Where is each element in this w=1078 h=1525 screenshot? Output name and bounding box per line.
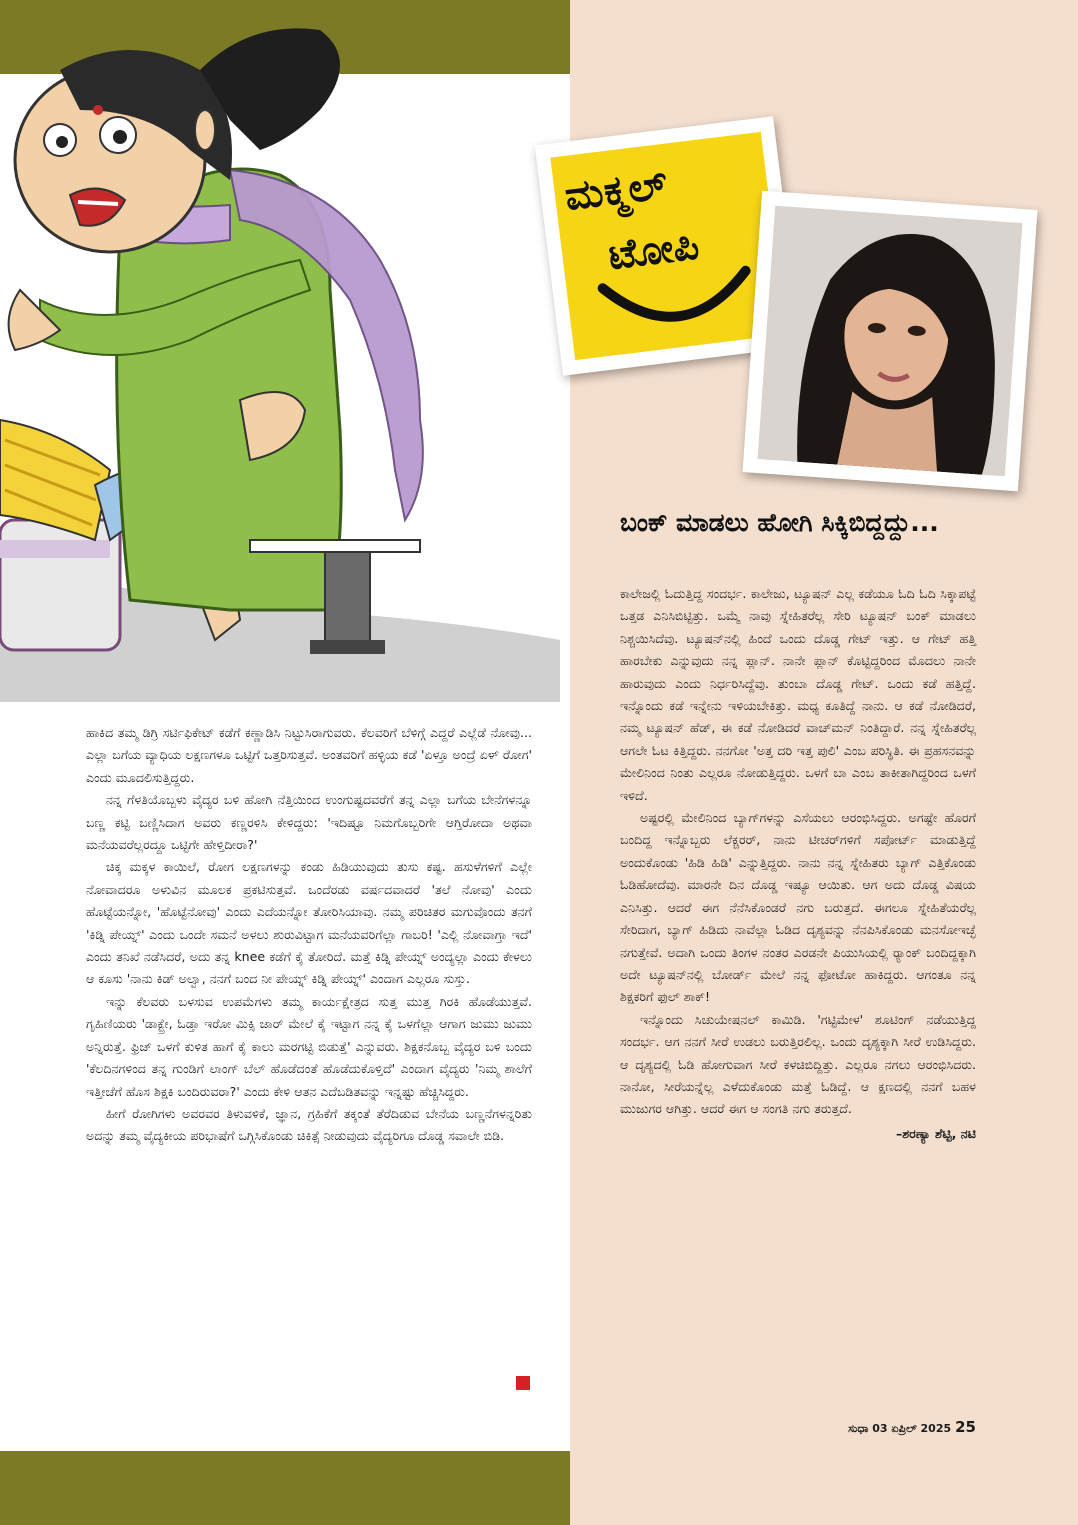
bottom-color-band xyxy=(0,1451,570,1525)
column-logo-line1: ಮಕ್ಮಲ್ xyxy=(562,161,671,220)
left-paragraph: ಹೀಗೆ ರೋಗಿಗಳು ಅವರವರ ತಿಳುವಳಿಕೆ, ಜ್ಞಾನ, ಗ್ರಹಿಕೆಗೆ ತಕ್ಕಂತೆ ತೆರೆದಿಡುವ ಬೇನೆಯ ಬಣ್ಣನೆಗಳನ್ನರಿತು ಅದನ್ನು ತಮ್ಮ ವೈದ್ಯಕೀಯ ಪರಿಭಾಷೆಗೆ ಒಗ್ಗಿಸಿಕೊಂಡು ಚಿಕಿತ್ಸೆ ನೀಡುವುದು ವೈದ್ಯರಿಗೂ ದೊಡ್ಡ ಸವಾಲೇ ಬಿಡಿ. xyxy=(86,1105,532,1144)
magazine-issue: ಸುಧಾ 03 ಏಪ್ರಿಲ್ 2025 xyxy=(848,1422,952,1435)
left-paragraph: ಇನ್ನು ಕೆಲವರು ಬಳಸುವ ಉಪಮೆಗಳು ತಮ್ಮ ಕಾರ್ಯಕ್ಷೇತ್ರದ ಸುತ್ತ ಮುತ್ತ ಗಿರಕಿ ಹೊಡೆಯುತ್ತವೆ. ಗೃಹಿಣಿಯರು 'ಡಾಕ್ಟ್ರೇ, ಓಡ್ತಾ ಇರೋ ಮಿಕ್ಸಿ ಜಾರ್ ಮೇಲೆ ಕೈ ಇಟ್ಟಾಗ ನನ್ನ ಕೈ ಒಳಗೆಲ್ಲಾ ಆಗಾಗ ಜುಮು ಜುಮು ಅನ್ನಿರುತ್ತೆ. ಫ್ರಿಜ್ ಒಳಗೆ ಕುಳಿತ ಹಾಗೆ ಕೈ ಕಾಲು ಮರಗಟ್ಟಿ ಬಿಡುತ್ತೆ' ಎನ್ನುವರು. ಶಿಕ್ಷಕನೊಬ್ಬ ವೈದ್ಯರ ಬಳಿ ಬಂದು 'ಕೆಲದಿನಗಳಿಂದ ತನ್ನ ಗುಂಡಿಗೆ ಲಾಂಗ್ ಬೆಲ್ ಹೊಡೆದಂತೆ ಹೊಡೆದುಕೊಳ್ತಿದೆ' ಎಂದಾಗ ವೈದ್ಯರು 'ನಿಮ್ಮ ಶಾಲೆಗೆ ಇತ್ತೀಚೆಗೆ ಹೊಸ ಶಿಕ್ಷಕಿ ಬಂದಿರುವರಾ?' ಎಂದು ಕೇಳಿ ಆತನ ಎದೆಬಡಿತವನ್ನು ಇನ್ನಷ್ಟು ಹೆಚ್ಚಿಸಿದ್ದರು. xyxy=(86,993,532,1099)
left-paragraph: ನನ್ನ ಗೆಳತಿಯೊಬ್ಬಳು ವೈದ್ಯರ ಬಳಿ ಹೋಗಿ ನೆತ್ತಿಯಿಂದ ಉಂಗುಷ್ಟದವರೆಗೆ ತನ್ನ ಎಲ್ಲಾ ಬಗೆಯ ಬೇನೆಗಳನ್ನೂ ಬಣ್ಣ ಕಟ್ಟಿ ಬಣ್ಣಿಸಿದಾಗ ಅವರು ಕಣ್ಣರಳಿಸಿ ಕೇಳಿದ್ದರು: 'ಇದಿಷ್ಟೂ ನಿಮಗೊಬ್ಬರಿಗೇ ಆಗ್ತಿರೋದಾ ಅಥವಾ ಮನೆಯವರೆಲ್ಲರದ್ದೂ ಒಟ್ಟಿಗೇ ಹೇಳ್ತಿದೀರಾ?' xyxy=(86,792,532,853)
page-number: 25 xyxy=(955,1418,976,1436)
cartoon-illustration xyxy=(0,0,570,702)
right-paragraph: ಅಷ್ಟರಲ್ಲಿ ಮೇಲಿನಿಂದ ಬ್ಯಾಗ್‌ಗಳನ್ನು ಎಸೆಯಲು ಆರಂಭಿಸಿದ್ದರು. ಅಗಷ್ಟೇ ಹೊರಗೆ ಬಂದಿದ್ದ ಇನ್ನೊಬ್ಬರು ಲೆಕ್ಚರರ್, ನಾನು ಟೀಚರ್‌ಗಳಿಗೆ ಸಪೋರ್ಟ್ ಮಾಡುತ್ತಿದ್ದೆ ಅಂದುಕೊಂಡು 'ಹಿಡಿ ಹಿಡಿ' ಎನ್ನುತ್ತಿದ್ದರು. ನಾನು ನನ್ನ ಸ್ನೇಹಿತರು ಬ್ಯಾಗ್ ಎತ್ತಿಕೊಂಡು ಓಡಿಹೋದೆವು. ಮಾರನೇ ದಿನ ದೊಡ್ಡ ಇಷ್ಯೂ ಆಯಿತು. ಆಗ ಅದು ದೊಡ್ಡ ವಿಷಯ ಎನಿಸಿತ್ತು. ಆದರೆ ಈಗ ನೆನೆಸಿಕೊಂಡರೆ ನಗು ಬರುತ್ತದೆ. ಈಗಲೂ ಸ್ನೇಹಿತೆಯರೆಲ್ಲ ಸೇರಿದಾಗ, ಬ್ಯಾಗ್ ಹಿಡಿದು ನಾವೆಲ್ಲಾ ಓಡಿದ ದೃಶ್ಯವನ್ನು ನೆನಪಿಸಿಕೊಂಡು ಮನಸೋಇಚ್ಛೆ ನಗುತ್ತೇವೆ. ಅದಾಗಿ ಒಂದು ತಿಂಗಳ ನಂತರ ಎರಡನೇ ಪಿಯುಸಿಯಲ್ಲಿ ರ್‍ಯಾಂಕ್ ಬಂದಿದ್ದಕ್ಕಾಗಿ ಅದೇ ಟ್ಯೂಷನ್‌ನಲ್ಲಿ ಬೋರ್ಡ್ ಮೇಲೆ ನನ್ನ ಫೋಟೋ ಹಾಕಿದ್ದರು. ಆಗಂತೂ ನನ್ನ ಶಿಕ್ಷಕರಿಗೆ ಫುಲ್ ಶಾಕ್! xyxy=(620,810,976,1005)
column-logo xyxy=(550,132,785,360)
left-article-body xyxy=(86,722,532,1148)
author-byline: –ಶರಣ್ಯಾ ಶೆಟ್ಟಿ, ನಟಿ xyxy=(895,1125,976,1141)
portrait-photo xyxy=(757,206,1022,477)
right-article-body xyxy=(620,583,976,1145)
article-headline: ಬಂಕ್ ಮಾಡಲು ಹೋಗಿ ಸಿಕ್ಕಿಬಿದ್ದದ್ದು... xyxy=(620,508,939,537)
column-logo-line2: ಟೋಪಿ xyxy=(606,222,702,280)
page-footer xyxy=(770,1418,976,1436)
right-paragraph: ಕಾಲೇಜಲ್ಲಿ ಓದುತ್ತಿದ್ದ ಸಂದರ್ಭ. ಕಾಲೇಜು, ಟ್ಯೂಷನ್ ಎಲ್ಲ ಕಡೆಯೂ ಓದಿ ಓದಿ ಸಿಕ್ಕಾಪಟ್ಟೆ ಒತ್ತಡ ಎನಿಸಿಬಿಟ್ಟಿತ್ತು. ಒಮ್ಮೆ ನಾವು ಸ್ನೇಹಿತರೆಲ್ಲ ಸೇರಿ ಟ್ಯೂಷನ್ ಬಂಕ್ ಮಾಡಲು ನಿಶ್ಚಯಿಸಿದೆವು. ಟ್ಯೂಷನ್‌ನಲ್ಲಿ ಹಿಂದೆ ಒಂದು ದೊಡ್ಡ ಗೇಟ್ ಇತ್ತು. ಆ ಗೇಟ್ ಹತ್ತಿ ಹಾರಬೇಕು ಎನ್ನುವುದು ನನ್ನ ಪ್ಲಾನ್. ನಾನೇ ಪ್ಲಾನ್ ಕೊಟ್ಟಿದ್ದರಿಂದ ಮೊದಲು ನಾನೇ ಹಾರುವುದು ಎಂದು ನಿರ್ಧರಿಸಿದ್ದೆವು. ತುಂಬಾ ದೊಡ್ಡ ಗೇಟ್. ಒಂದು ಕಡೆ ಹತ್ತಿದ್ದೆ. ಇನ್ನೊಂದು ಕಡೆ ಇನ್ನೇನು ಇಳಿಯಬೇಕಿತ್ತು. ಮಧ್ಯ ಕೂತಿದ್ದೆ ನಾನು. ಆ ಕಡೆ ನೋಡಿದರೆ, ನಮ್ಮ ಟ್ಯೂಷನ್ ಹೆಡ್, ಈ ಕಡೆ ನೋಡಿದರೆ ವಾಚ್‌ಮನ್ ನಿಂತಿದ್ದಾರೆ. ನನ್ನ ಸ್ನೇಹಿತರೆಲ್ಲ ಆಗಲೇ ಓಟ ಕಿತ್ತಿದ್ದರು. ನನಗೋ 'ಅತ್ತ ದರಿ ಇತ್ತ ಪುಲಿ' ಎಂಬ ಪರಿಸ್ಥಿತಿ. ಈ ಪ್ರಹಸನವನ್ನು ಮೇಲಿನಿಂದ ನಿಂತು ಎಲ್ಲರೂ ನೋಡುತ್ತಿದ್ದರು. ಒಳಗೆ ಬಾ ಎಂಬ ತಾಕೀತಾಗಿದ್ದರಿಂದ ಒಳಗೆ ಇಳಿದೆ. xyxy=(620,586,976,803)
left-paragraph: ಚಿಕ್ಕ ಮಕ್ಕಳ ಕಾಯಿಲೆ, ರೋಗ ಲಕ್ಷಣಗಳನ್ನು ಕಂಡು ಹಿಡಿಯುವುದು ತುಸು ಕಷ್ಟ. ಹಸುಳೆಗಳಿಗೆ ಎಲ್ಲೇ ನೋವಾದರೂ ಅಳುವಿನ ಮೂಲಕ ಪ್ರಕಟಿಸುತ್ತವೆ. ಒಂದೆರಡು ವರ್ಷದವಾದರೆ 'ತಲೆ ನೋವು' ಎಂದು ಹೊಟ್ಟೆಯನ್ನೋ, 'ಹೊಟ್ಟೆನೋವು' ಎಂದು ಎದೆಯನ್ನೋ ತೋರಿಸಿಯಾವು. ನಮ್ಮ ಪರಿಚಿತರ ಮಗುವೊಂದು ತನಗೆ 'ಕಿಡ್ನಿ ಪೇಯ್ನ್' ಎಂದು ಒಂದೇ ಸಮನೆ ಅಳಲು ಶುರುವಿಟ್ಟಾಗ ಮನೆಯವರಿಗೆಲ್ಲಾ ಗಾಬರಿ! 'ಎಲ್ಲಿ ನೋವಾಗ್ತಾ ಇದೆ' ಎಂದು ತನಿಖೆ ನಡೆಸಿದರೆ, ಅದು ತನ್ನ knee ಕಡೆಗೆ ಕೈ ತೋರಿದೆ. ಮತ್ತೆ ಕಿಡ್ನಿ ಪೇಯ್ನ್ ಅಂದ್ಯಲ್ಲಾ ಎಂದು ಕೇಳಲು ಆ ಕೂಸು 'ನಾನು ಕಿಡ್ ಅಲ್ವಾ, ನನಗೆ ಬಂದ ನೀ ಪೇಯ್ನ್ ಕಿಡ್ನಿ ಪೇಯ್ನ್' ಎಂದಾಗ ಎಲ್ಲರೂ ಸುಸ್ತು. xyxy=(86,859,532,987)
portrait-photo-card xyxy=(743,191,1038,492)
right-paragraph: ಇನ್ನೊಂದು ಸಿಚುಯೇಷನಲ್ ಕಾಮಿಡಿ. 'ಗಟ್ಟಿಮೇಳ' ಶೂಟಿಂಗ್ ನಡೆಯುತ್ತಿದ್ದ ಸಂದರ್ಭ. ಆಗ ನನಗೆ ಸೀರೆ ಉಡಲು ಬರುತ್ತಿರಲಿಲ್ಲ. ಒಂದು ದೃಶ್ಯಕ್ಕಾಗಿ ಸೀರೆ ಉಡಿಸಿದ್ದರು. ಆ ದೃಶ್ಯದಲ್ಲಿ ಓಡಿ ಹೋಗುವಾಗ ಸೀರೆ ಕಳಚಿಬಿದ್ದಿತ್ತು. ಎಲ್ಲರೂ ನಗಲು ಆರಂಭಿಸಿದರು. ನಾನೋ, ಸೀರೆಯನ್ನೆಲ್ಲ ಎಳೆದುಕೊಂಡು ಮತ್ತೆ ಓಡಿದ್ದೆ. ಆ ಕ್ಷಣದಲ್ಲಿ ನನಗೆ ಬಹಳ ಮುಜುಗರ ಆಗಿತ್ತು. ಆದರೆ ಈಗ ಆ ಸಂಗತಿ ನಗು ತರುತ್ತದೆ. xyxy=(620,1011,976,1117)
left-paragraph: ಹಾಕಿದ ತಮ್ಮ ಡಿಗ್ರಿ ಸರ್ಟಿಫಿಕೇಟ್ ಕಡೆಗೆ ಕಣ್ಣಾಡಿಸಿ ನಿಟ್ಟುಸಿರಾಗುವರು. ಕೆಲವರಿಗೆ ಬೆಳಿಗ್ಗೆ ಎದ್ದರೆ ಎಲ್ಲೆಡೆ ನೋವು... ಎಲ್ಲಾ ಬಗೆಯ ವ್ಯಾಧಿಯ ಲಕ್ಷಣಗಳೂ ಒಟ್ಟಿಗೆ ಒತ್ತರಿಸುತ್ತವೆ. ಅಂತವರಿಗೆ ಹಳ್ಳಿಯ ಕಡೆ 'ಏಳ್ತೂ ಅಂದ್ರೆ ಏಳ್ ರೋಗ' ಎಂದು ಮೂದಲಿಸುತ್ತಿದ್ದರು. xyxy=(86,725,532,785)
end-of-article-mark xyxy=(516,1376,530,1390)
